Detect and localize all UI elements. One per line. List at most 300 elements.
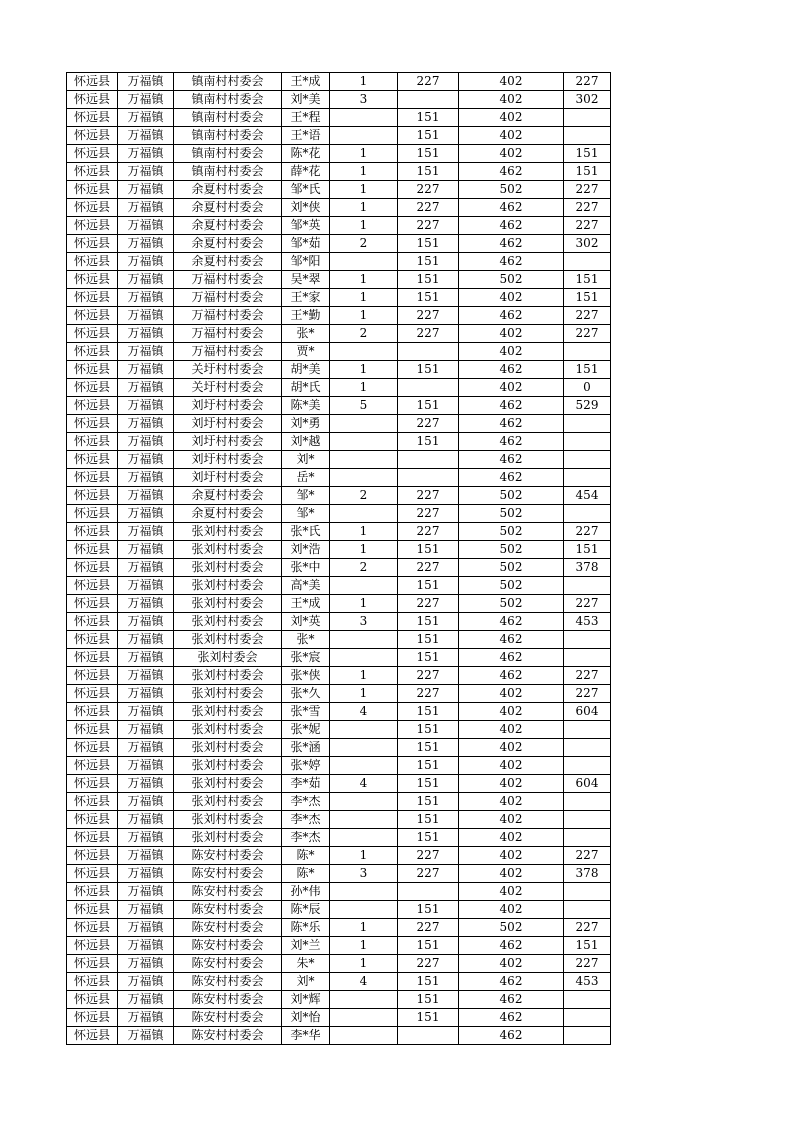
town-cell: 万福镇 [118, 379, 174, 397]
name-cell: 陈*美 [282, 397, 330, 415]
town-cell: 万福镇 [118, 415, 174, 433]
amount-b-cell: 402 [459, 325, 564, 343]
name-cell: 邹*氏 [282, 181, 330, 199]
amount-a-cell: 151 [398, 613, 459, 631]
amount-a-cell: 151 [398, 145, 459, 163]
amount-b-cell: 402 [459, 847, 564, 865]
total-cell [564, 793, 611, 811]
village-committee-cell: 陈安村村委会 [174, 991, 282, 1009]
amount-b-cell: 462 [459, 235, 564, 253]
name-cell: 张*涵 [282, 739, 330, 757]
amount-a-cell: 227 [398, 181, 459, 199]
amount-a-cell: 151 [398, 289, 459, 307]
amount-a-cell: 151 [398, 649, 459, 667]
name-cell: 陈* [282, 847, 330, 865]
county-cell: 怀远县 [67, 721, 118, 739]
county-cell: 怀远县 [67, 271, 118, 289]
table-row [67, 217, 611, 235]
total-cell: 302 [564, 235, 611, 253]
county-cell: 怀远县 [67, 415, 118, 433]
count-cell: 1 [330, 523, 398, 541]
count-cell: 1 [330, 289, 398, 307]
amount-b-cell: 462 [459, 1009, 564, 1027]
table-row [67, 847, 611, 865]
village-committee-cell: 张刘村村委会 [174, 559, 282, 577]
town-cell: 万福镇 [118, 217, 174, 235]
village-committee-cell: 刘圩村村委会 [174, 397, 282, 415]
amount-b-cell: 402 [459, 757, 564, 775]
amount-a-cell: 227 [398, 73, 459, 91]
count-cell: 1 [330, 685, 398, 703]
village-committee-cell: 刘圩村村委会 [174, 433, 282, 451]
name-cell: 张*宸 [282, 649, 330, 667]
total-cell: 454 [564, 487, 611, 505]
total-cell [564, 649, 611, 667]
total-cell: 378 [564, 559, 611, 577]
table-row [67, 307, 611, 325]
table-row [67, 289, 611, 307]
count-cell [330, 901, 398, 919]
town-cell: 万福镇 [118, 397, 174, 415]
name-cell: 胡*氏 [282, 379, 330, 397]
amount-a-cell: 227 [398, 847, 459, 865]
table-row [67, 415, 611, 433]
amount-b-cell: 402 [459, 739, 564, 757]
table-row [67, 91, 611, 109]
county-cell: 怀远县 [67, 343, 118, 361]
county-cell: 怀远县 [67, 793, 118, 811]
amount-a-cell: 227 [398, 325, 459, 343]
county-cell: 怀远县 [67, 487, 118, 505]
count-cell: 1 [330, 541, 398, 559]
name-cell: 邹*茹 [282, 235, 330, 253]
count-cell [330, 793, 398, 811]
town-cell: 万福镇 [118, 73, 174, 91]
county-cell: 怀远县 [67, 433, 118, 451]
amount-b-cell: 402 [459, 379, 564, 397]
amount-a-cell: 151 [398, 937, 459, 955]
total-cell: 0 [564, 379, 611, 397]
county-cell: 怀远县 [67, 469, 118, 487]
town-cell: 万福镇 [118, 883, 174, 901]
name-cell: 刘*侠 [282, 199, 330, 217]
count-cell: 1 [330, 73, 398, 91]
village-committee-cell: 万福村村委会 [174, 325, 282, 343]
total-cell: 151 [564, 271, 611, 289]
village-committee-cell: 陈安村村委会 [174, 919, 282, 937]
total-cell [564, 721, 611, 739]
village-committee-cell: 关圩村村委会 [174, 379, 282, 397]
village-committee-cell: 镇南村村委会 [174, 163, 282, 181]
town-cell: 万福镇 [118, 649, 174, 667]
total-cell: 227 [564, 523, 611, 541]
village-committee-cell: 余夏村村委会 [174, 505, 282, 523]
amount-a-cell: 227 [398, 217, 459, 235]
count-cell: 1 [330, 307, 398, 325]
count-cell: 2 [330, 325, 398, 343]
village-committee-cell: 张刘村村委会 [174, 703, 282, 721]
total-cell: 227 [564, 847, 611, 865]
name-cell: 贾* [282, 343, 330, 361]
total-cell [564, 811, 611, 829]
amount-a-cell [398, 451, 459, 469]
village-committee-cell: 张刘村村委会 [174, 685, 282, 703]
amount-b-cell: 462 [459, 361, 564, 379]
name-cell: 张*婷 [282, 757, 330, 775]
amount-a-cell: 227 [398, 685, 459, 703]
amount-a-cell: 151 [398, 973, 459, 991]
count-cell: 2 [330, 487, 398, 505]
table-row [67, 955, 611, 973]
count-cell: 1 [330, 847, 398, 865]
name-cell: 王*程 [282, 109, 330, 127]
count-cell [330, 127, 398, 145]
town-cell: 万福镇 [118, 361, 174, 379]
total-cell: 604 [564, 703, 611, 721]
name-cell: 王*家 [282, 289, 330, 307]
town-cell: 万福镇 [118, 91, 174, 109]
count-cell: 2 [330, 235, 398, 253]
village-committee-cell: 刘圩村村委会 [174, 469, 282, 487]
town-cell: 万福镇 [118, 541, 174, 559]
county-cell: 怀远县 [67, 73, 118, 91]
table-row [67, 973, 611, 991]
table-row [67, 199, 611, 217]
county-cell: 怀远县 [67, 163, 118, 181]
amount-b-cell: 462 [459, 163, 564, 181]
village-committee-cell: 张刘村村委会 [174, 667, 282, 685]
village-committee-cell: 陈安村村委会 [174, 1027, 282, 1045]
name-cell: 张* [282, 325, 330, 343]
total-cell [564, 469, 611, 487]
town-cell: 万福镇 [118, 847, 174, 865]
county-cell: 怀远县 [67, 397, 118, 415]
amount-a-cell: 227 [398, 667, 459, 685]
name-cell: 李*杰 [282, 829, 330, 847]
village-committee-cell: 张刘村村委会 [174, 523, 282, 541]
total-cell [564, 991, 611, 1009]
county-cell: 怀远县 [67, 667, 118, 685]
table-row [67, 379, 611, 397]
total-cell: 529 [564, 397, 611, 415]
village-committee-cell: 陈安村村委会 [174, 1009, 282, 1027]
table-row [67, 595, 611, 613]
amount-a-cell: 151 [398, 577, 459, 595]
count-cell [330, 883, 398, 901]
amount-b-cell: 402 [459, 685, 564, 703]
county-cell: 怀远县 [67, 181, 118, 199]
county-cell: 怀远县 [67, 811, 118, 829]
village-committee-cell: 万福村村委会 [174, 271, 282, 289]
name-cell: 刘*兰 [282, 937, 330, 955]
name-cell: 邹*阳 [282, 253, 330, 271]
total-cell: 227 [564, 307, 611, 325]
table-row [67, 991, 611, 1009]
village-committee-cell: 余夏村村委会 [174, 217, 282, 235]
town-cell: 万福镇 [118, 811, 174, 829]
total-cell [564, 829, 611, 847]
amount-a-cell: 151 [398, 793, 459, 811]
table-row [67, 649, 611, 667]
total-cell [564, 739, 611, 757]
county-cell: 怀远县 [67, 235, 118, 253]
name-cell: 陈*花 [282, 145, 330, 163]
town-cell: 万福镇 [118, 433, 174, 451]
county-cell: 怀远县 [67, 109, 118, 127]
town-cell: 万福镇 [118, 595, 174, 613]
amount-a-cell [398, 379, 459, 397]
county-cell: 怀远县 [67, 289, 118, 307]
village-committee-cell: 镇南村村委会 [174, 73, 282, 91]
total-cell [564, 505, 611, 523]
amount-b-cell: 502 [459, 181, 564, 199]
amount-a-cell: 151 [398, 397, 459, 415]
count-cell: 1 [330, 955, 398, 973]
count-cell: 1 [330, 199, 398, 217]
amount-a-cell: 227 [398, 307, 459, 325]
county-cell: 怀远县 [67, 703, 118, 721]
village-committee-cell: 陈安村村委会 [174, 901, 282, 919]
name-cell: 张*氏 [282, 523, 330, 541]
count-cell: 1 [330, 181, 398, 199]
amount-b-cell: 502 [459, 487, 564, 505]
name-cell: 高*美 [282, 577, 330, 595]
table-row [67, 667, 611, 685]
table-row [67, 163, 611, 181]
amount-b-cell: 462 [459, 307, 564, 325]
village-committee-cell: 万福村村委会 [174, 343, 282, 361]
total-cell [564, 253, 611, 271]
total-cell [564, 343, 611, 361]
county-cell: 怀远县 [67, 631, 118, 649]
town-cell: 万福镇 [118, 613, 174, 631]
amount-b-cell: 402 [459, 829, 564, 847]
county-cell: 怀远县 [67, 307, 118, 325]
name-cell: 邹*英 [282, 217, 330, 235]
name-cell: 李*华 [282, 1027, 330, 1045]
count-cell: 1 [330, 595, 398, 613]
count-cell [330, 1009, 398, 1027]
town-cell: 万福镇 [118, 199, 174, 217]
amount-a-cell: 151 [398, 991, 459, 1009]
amount-a-cell: 227 [398, 199, 459, 217]
town-cell: 万福镇 [118, 451, 174, 469]
county-cell: 怀远县 [67, 991, 118, 1009]
table-row [67, 739, 611, 757]
amount-b-cell: 402 [459, 145, 564, 163]
county-cell: 怀远县 [67, 451, 118, 469]
table-row [67, 775, 611, 793]
amount-a-cell: 151 [398, 739, 459, 757]
count-cell: 1 [330, 271, 398, 289]
amount-b-cell: 462 [459, 199, 564, 217]
amount-a-cell: 227 [398, 487, 459, 505]
count-cell: 1 [330, 145, 398, 163]
name-cell: 刘*英 [282, 613, 330, 631]
table-row [67, 127, 611, 145]
amount-b-cell: 502 [459, 919, 564, 937]
name-cell: 李*茹 [282, 775, 330, 793]
total-cell [564, 901, 611, 919]
town-cell: 万福镇 [118, 577, 174, 595]
name-cell: 张*雪 [282, 703, 330, 721]
amount-a-cell: 151 [398, 757, 459, 775]
table-row [67, 631, 611, 649]
town-cell: 万福镇 [118, 955, 174, 973]
count-cell [330, 649, 398, 667]
count-cell [330, 631, 398, 649]
village-committee-cell: 张刘村村委会 [174, 775, 282, 793]
count-cell [330, 433, 398, 451]
town-cell: 万福镇 [118, 307, 174, 325]
name-cell: 王*成 [282, 595, 330, 613]
data-table [66, 72, 611, 1045]
village-committee-cell: 镇南村村委会 [174, 145, 282, 163]
county-cell: 怀远县 [67, 613, 118, 631]
count-cell: 1 [330, 163, 398, 181]
name-cell: 薛*花 [282, 163, 330, 181]
town-cell: 万福镇 [118, 865, 174, 883]
amount-b-cell: 502 [459, 271, 564, 289]
name-cell: 孙*伟 [282, 883, 330, 901]
county-cell: 怀远县 [67, 757, 118, 775]
table-body [67, 73, 611, 1045]
name-cell: 刘* [282, 973, 330, 991]
village-committee-cell: 张刘村委会 [174, 649, 282, 667]
town-cell: 万福镇 [118, 145, 174, 163]
amount-a-cell: 151 [398, 811, 459, 829]
table-row [67, 181, 611, 199]
count-cell [330, 757, 398, 775]
total-cell: 151 [564, 937, 611, 955]
table-row [67, 145, 611, 163]
total-cell: 227 [564, 667, 611, 685]
village-committee-cell: 陈安村村委会 [174, 883, 282, 901]
amount-b-cell: 462 [459, 469, 564, 487]
amount-a-cell [398, 1027, 459, 1045]
table-row [67, 397, 611, 415]
village-committee-cell: 余夏村村委会 [174, 235, 282, 253]
county-cell: 怀远县 [67, 541, 118, 559]
village-committee-cell: 张刘村村委会 [174, 595, 282, 613]
amount-b-cell: 462 [459, 649, 564, 667]
total-cell [564, 109, 611, 127]
name-cell: 陈*乐 [282, 919, 330, 937]
village-committee-cell: 万福村村委会 [174, 307, 282, 325]
town-cell: 万福镇 [118, 721, 174, 739]
table-row [67, 685, 611, 703]
amount-b-cell: 402 [459, 703, 564, 721]
town-cell: 万福镇 [118, 127, 174, 145]
name-cell: 张*久 [282, 685, 330, 703]
amount-b-cell: 462 [459, 613, 564, 631]
village-committee-cell: 陈安村村委会 [174, 847, 282, 865]
county-cell: 怀远县 [67, 1009, 118, 1027]
table-row [67, 937, 611, 955]
village-committee-cell: 关圩村村委会 [174, 361, 282, 379]
village-committee-cell: 刘圩村村委会 [174, 451, 282, 469]
town-cell: 万福镇 [118, 829, 174, 847]
name-cell: 刘*浩 [282, 541, 330, 559]
count-cell: 3 [330, 865, 398, 883]
total-cell: 151 [564, 541, 611, 559]
amount-b-cell: 402 [459, 883, 564, 901]
amount-b-cell: 462 [459, 433, 564, 451]
table-row [67, 523, 611, 541]
amount-b-cell: 402 [459, 127, 564, 145]
total-cell: 453 [564, 973, 611, 991]
amount-a-cell: 227 [398, 865, 459, 883]
town-cell: 万福镇 [118, 505, 174, 523]
total-cell: 227 [564, 595, 611, 613]
total-cell [564, 415, 611, 433]
amount-b-cell: 462 [459, 1027, 564, 1045]
count-cell: 1 [330, 667, 398, 685]
table-row [67, 883, 611, 901]
village-committee-cell: 张刘村村委会 [174, 577, 282, 595]
count-cell: 3 [330, 613, 398, 631]
amount-b-cell: 462 [459, 973, 564, 991]
county-cell: 怀远县 [67, 325, 118, 343]
town-cell: 万福镇 [118, 919, 174, 937]
name-cell: 张*侠 [282, 667, 330, 685]
amount-a-cell: 227 [398, 523, 459, 541]
village-committee-cell: 张刘村村委会 [174, 793, 282, 811]
total-cell: 227 [564, 325, 611, 343]
count-cell [330, 1027, 398, 1045]
count-cell: 1 [330, 361, 398, 379]
village-committee-cell: 张刘村村委会 [174, 829, 282, 847]
total-cell: 227 [564, 199, 611, 217]
count-cell: 4 [330, 775, 398, 793]
amount-a-cell: 151 [398, 271, 459, 289]
amount-b-cell: 402 [459, 901, 564, 919]
county-cell: 怀远县 [67, 253, 118, 271]
town-cell: 万福镇 [118, 1009, 174, 1027]
table-row [67, 325, 611, 343]
amount-b-cell: 402 [459, 865, 564, 883]
total-cell: 227 [564, 685, 611, 703]
table-row [67, 613, 611, 631]
amount-b-cell: 502 [459, 505, 564, 523]
total-cell [564, 451, 611, 469]
amount-b-cell: 402 [459, 955, 564, 973]
county-cell: 怀远县 [67, 523, 118, 541]
total-cell [564, 883, 611, 901]
amount-a-cell: 227 [398, 955, 459, 973]
table-row [67, 1009, 611, 1027]
amount-a-cell [398, 91, 459, 109]
name-cell: 张*妮 [282, 721, 330, 739]
village-committee-cell: 陈安村村委会 [174, 937, 282, 955]
amount-b-cell: 502 [459, 523, 564, 541]
total-cell: 227 [564, 181, 611, 199]
name-cell: 刘*美 [282, 91, 330, 109]
table-row [67, 919, 611, 937]
count-cell [330, 451, 398, 469]
town-cell: 万福镇 [118, 1027, 174, 1045]
village-committee-cell: 余夏村村委会 [174, 253, 282, 271]
town-cell: 万福镇 [118, 235, 174, 253]
county-cell: 怀远县 [67, 919, 118, 937]
count-cell: 2 [330, 559, 398, 577]
count-cell [330, 469, 398, 487]
village-committee-cell: 张刘村村委会 [174, 721, 282, 739]
total-cell: 227 [564, 955, 611, 973]
count-cell [330, 991, 398, 1009]
amount-a-cell: 151 [398, 829, 459, 847]
table-row [67, 361, 611, 379]
